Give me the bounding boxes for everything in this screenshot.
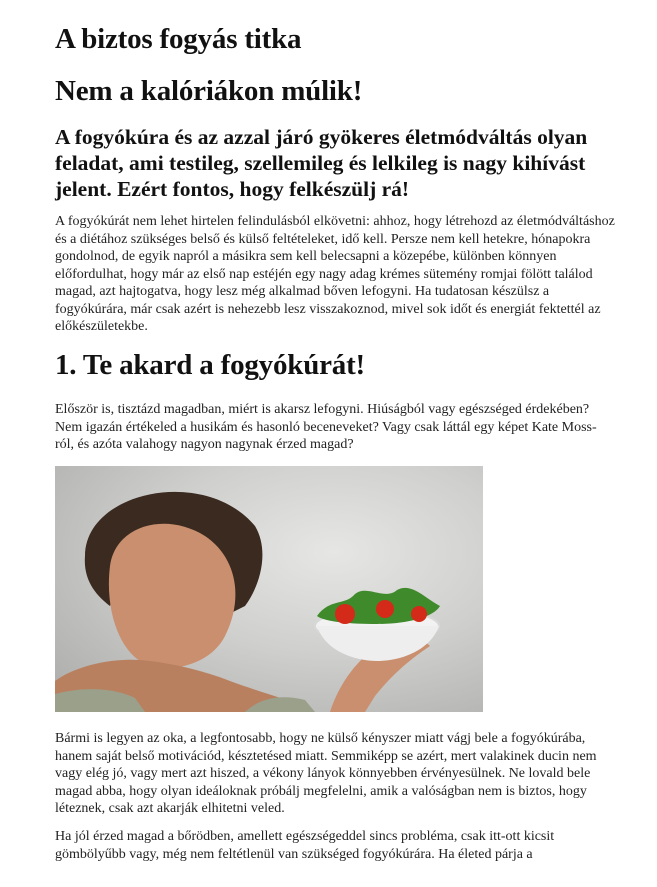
- section1-paragraph-3: Ha jól érzed magad a bőrödben, amellett egészségeddel sincs probléma, csak itt-ott kicsit gömbölyűbb vagy, még nem feltétlenül van szükséged fogyókúrára. Ha életed párja a: [55, 829, 555, 862]
- article-lead: A fogyókúra és az azzal járó gyökeres életmódváltás olyan feladat, ami testileg, szellemileg és lelkileg is nagy kihívást jelent. Ezért fontos, hogy felkészülj rá!: [55, 125, 588, 201]
- woman-with-salad-illustration: [55, 466, 483, 712]
- section1-paragraph-1: Először is, tisztázd magadban, miért is akarsz lefogyni. Hiúságból vagy egészséged érdekében? Nem igazán értékeled a husikám és hasonló beceneveket? Vagy csak láttál egy képet Kate Moss-ról, és azóta valahogy nagyon nagynak érzed magad?: [55, 402, 597, 452]
- tomato-shape-2: [376, 600, 394, 618]
- article-photo: [55, 466, 483, 712]
- article-subtitle: Nem a kalóriákon múlik!: [55, 75, 363, 107]
- bowl-body: [317, 626, 439, 661]
- intro-paragraph: A fogyókúrát nem lehet hirtelen felindulásból elkövetni: ahhoz, hogy létrehozd az életmódváltáshoz és a diétához szükséges belső és külső feltételeket, idő kell. Persze nem kell hetekre, hónapokra gondolnod, de egyik napról a másikra sem kell belecsapni a közepébe, különben könnyen előfordulhat, hogy már az első nap estéjén egy nagy adag krémes sütemény romjai fölött találod magad, azt hajtogatva, hogy lesz még alkalmad bőven lefogyni. Ha tudatosan készülsz a fogyókúrára, már csak azért is nehezebb lesz visszakoznod, mivel sok időt és energiát fektettél az előkészületekbe.: [55, 214, 615, 334]
- section-heading-1: 1. Te akard a fogyókúrát!: [55, 349, 366, 381]
- section1-paragraph-2: Bármi is legyen az oka, a legfontosabb, hogy ne külső kényszer miatt vágj bele a fogyókúrába, hanem saját belső motivációd, késztetésed miatt. Semmiképp se azért, mert valakinek ducin nem vagy elég jó, vagy mert azt hiszed, a vékony lányok könnyebben érvényesülnek. Ne lovald bele magad abba, hogy olyan ideáloknak próbálj megfelelni, amik a valóságban nem is biztos, hogy léteznek, csak azt akarják elhitetni veled.: [55, 731, 597, 816]
- tomato-shape-1: [335, 604, 355, 624]
- article-title: A biztos fogyás titka: [55, 23, 302, 55]
- tomato-shape-3: [411, 606, 427, 622]
